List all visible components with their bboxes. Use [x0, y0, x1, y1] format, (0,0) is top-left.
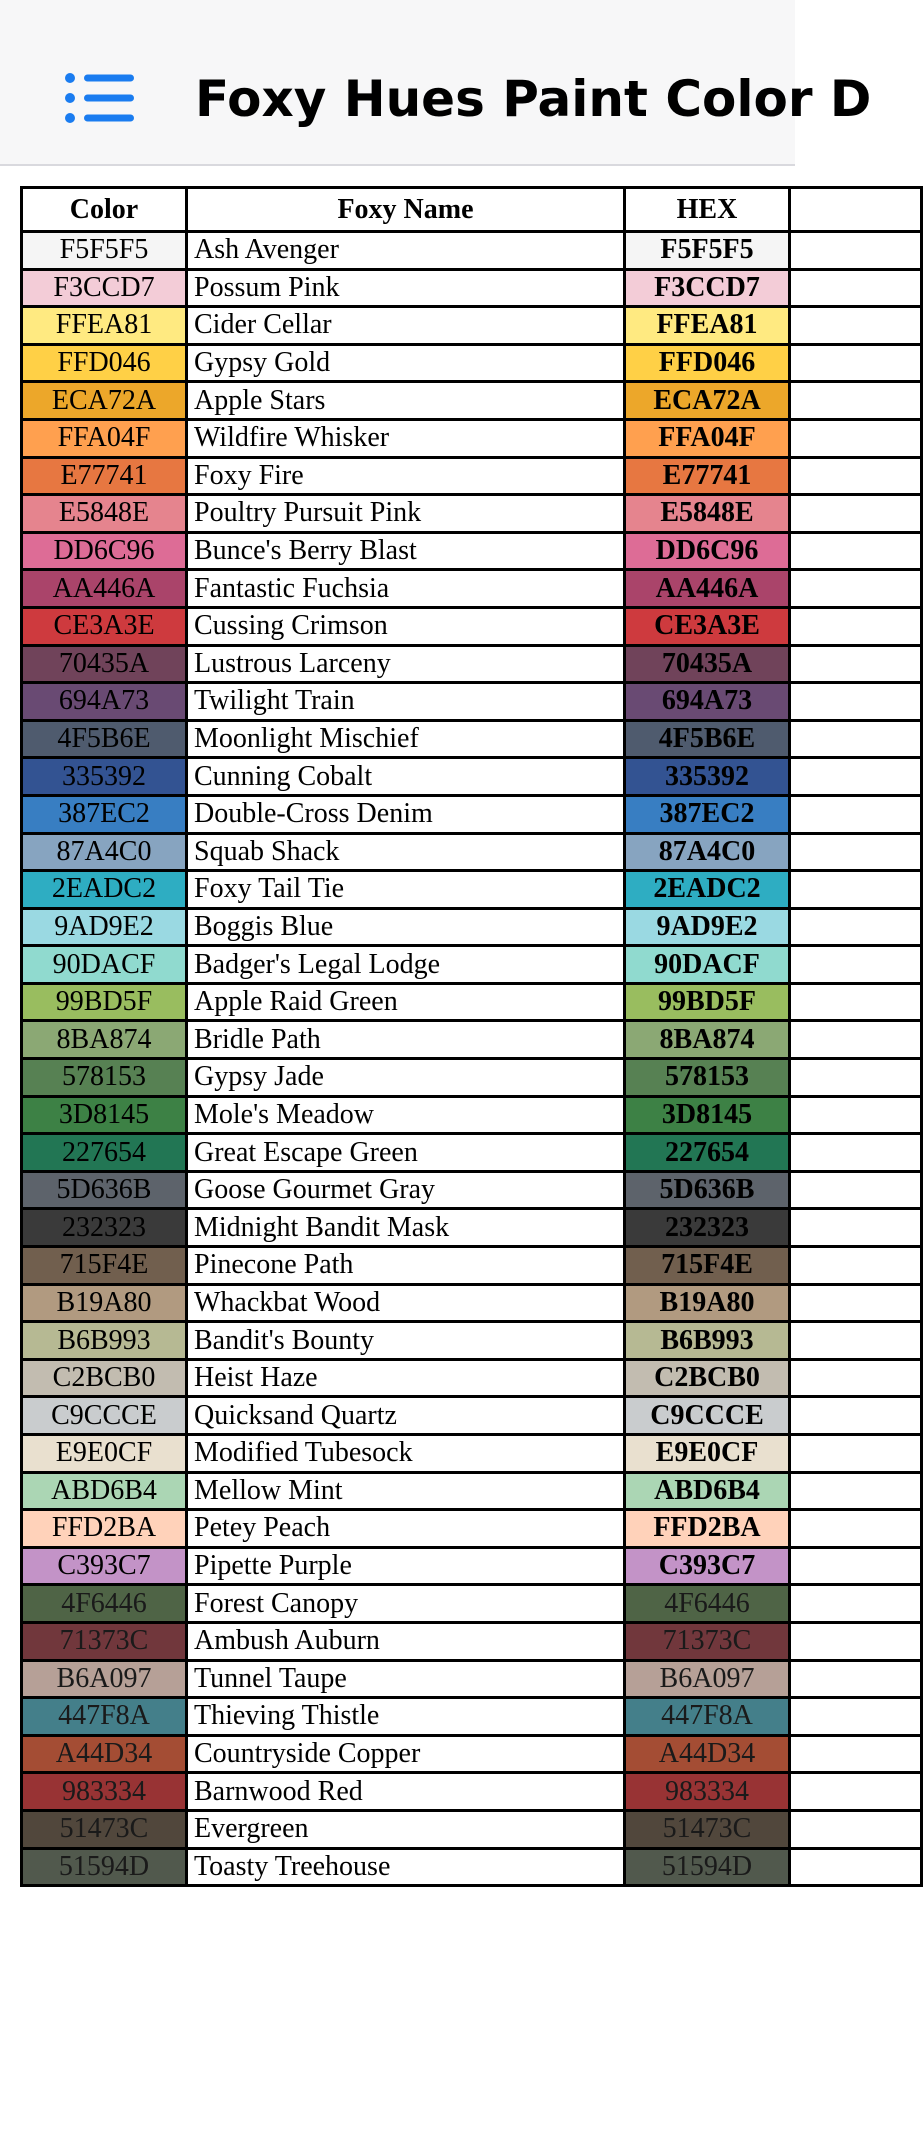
table-row [22, 1472, 922, 1510]
foxy-name-cell: Moonlight Mischief [187, 720, 625, 758]
table-row [22, 457, 922, 495]
hex-cell: E9E0CF [625, 1435, 790, 1473]
cutoff-cell [790, 1810, 922, 1848]
cutoff-cell [790, 1359, 922, 1397]
cutoff-cell [790, 645, 922, 683]
color-swatch-cell: 51594D [22, 1848, 187, 1886]
table-row [22, 1735, 922, 1773]
color-swatch-cell: 5D636B [22, 1171, 187, 1209]
color-swatch-cell: FFD2BA [22, 1510, 187, 1548]
table-row [22, 1698, 922, 1736]
table-row [22, 1848, 922, 1886]
cutoff-cell [790, 1698, 922, 1736]
color-swatch-cell: 9AD9E2 [22, 908, 187, 946]
hex-cell: 387EC2 [625, 795, 790, 833]
hex-cell: DD6C96 [625, 532, 790, 570]
color-swatch-cell: 2EADC2 [22, 871, 187, 909]
app-header [0, 0, 872, 166]
color-swatch-cell: A44D34 [22, 1735, 187, 1773]
color-swatch-cell: F3CCD7 [22, 269, 187, 307]
foxy-name-cell: Cunning Cobalt [187, 758, 625, 796]
table-row [22, 1773, 922, 1811]
table-row [22, 758, 922, 796]
foxy-name-cell: Forest Canopy [187, 1585, 625, 1623]
foxy-name-cell: Heist Haze [187, 1359, 625, 1397]
color-swatch-cell: 71373C [22, 1622, 187, 1660]
hex-cell: 4F5B6E [625, 720, 790, 758]
hex-cell: 99BD5F [625, 983, 790, 1021]
color-swatch-cell: 983334 [22, 1773, 187, 1811]
hex-cell: FFD2BA [625, 1510, 790, 1548]
cutoff-cell [790, 382, 922, 420]
foxy-name-cell: Tunnel Taupe [187, 1660, 625, 1698]
foxy-name-cell: Petey Peach [187, 1510, 625, 1548]
color-swatch-cell: C2BCB0 [22, 1359, 187, 1397]
cutoff-cell [790, 1773, 922, 1811]
cutoff-cell [790, 946, 922, 984]
table-row [22, 908, 922, 946]
color-swatch-cell: 87A4C0 [22, 833, 187, 871]
cutoff-cell [790, 1848, 922, 1886]
color-swatch-cell: B6A097 [22, 1660, 187, 1698]
cutoff-cell [790, 871, 922, 909]
color-swatch-cell: 70435A [22, 645, 187, 683]
hex-cell: 51594D [625, 1848, 790, 1886]
hex-cell: A44D34 [625, 1735, 790, 1773]
table-row [22, 1622, 922, 1660]
foxy-name-cell: Poultry Pursuit Pink [187, 495, 625, 533]
cutoff-cell [790, 1322, 922, 1360]
cutoff-cell [790, 1171, 922, 1209]
foxy-name-cell: Quicksand Quartz [187, 1397, 625, 1435]
color-swatch-cell: E9E0CF [22, 1435, 187, 1473]
table-row [22, 495, 922, 533]
cutoff-cell [790, 1585, 922, 1623]
foxy-name-cell: Modified Tubesock [187, 1435, 625, 1473]
table-row [22, 1322, 922, 1360]
table-row [22, 1059, 922, 1097]
cutoff-cell [790, 1397, 922, 1435]
foxy-name-cell: Toasty Treehouse [187, 1848, 625, 1886]
table-row [22, 570, 922, 608]
cutoff-cell [790, 683, 922, 721]
color-swatch-cell: CE3A3E [22, 607, 187, 645]
hex-cell: 70435A [625, 645, 790, 683]
color-swatch-cell: E77741 [22, 457, 187, 495]
cutoff-cell [790, 532, 922, 570]
foxy-name-cell: Midnight Bandit Mask [187, 1209, 625, 1247]
table-row [22, 645, 922, 683]
cutoff-cell [790, 1134, 922, 1172]
foxy-name-cell: Mellow Mint [187, 1472, 625, 1510]
table-header-row [22, 188, 922, 232]
foxy-name-cell: Apple Stars [187, 382, 625, 420]
foxy-name-cell: Bridle Path [187, 1021, 625, 1059]
table-row [22, 1096, 922, 1134]
cutoff-cell [790, 983, 922, 1021]
foxy-name-cell: Possum Pink [187, 269, 625, 307]
cutoff-cell [790, 1510, 922, 1548]
foxy-name-cell: Boggis Blue [187, 908, 625, 946]
hex-cell: 2EADC2 [625, 871, 790, 909]
color-swatch-cell: ABD6B4 [22, 1472, 187, 1510]
table-row [22, 795, 922, 833]
column-header-name: Foxy Name [187, 188, 625, 232]
cutoff-cell [790, 1059, 922, 1097]
color-swatch-cell: 3D8145 [22, 1096, 187, 1134]
hex-cell: 4F6446 [625, 1585, 790, 1623]
color-table [20, 186, 923, 1887]
cutoff-cell [790, 795, 922, 833]
column-header-cutoff [790, 188, 922, 232]
table-row [22, 1247, 922, 1285]
cutoff-cell [790, 1435, 922, 1473]
hex-cell: 3D8145 [625, 1096, 790, 1134]
foxy-name-cell: Twilight Train [187, 683, 625, 721]
cutoff-cell [790, 1284, 922, 1322]
hex-cell: 227654 [625, 1134, 790, 1172]
hex-cell: 578153 [625, 1059, 790, 1097]
hex-cell: F5F5F5 [625, 232, 790, 270]
foxy-name-cell: Barnwood Red [187, 1773, 625, 1811]
color-swatch-cell: 90DACF [22, 946, 187, 984]
table-row [22, 607, 922, 645]
foxy-name-cell: Thieving Thistle [187, 1698, 625, 1736]
hex-cell: AA446A [625, 570, 790, 608]
table-body [22, 232, 922, 1886]
cutoff-cell [790, 1209, 922, 1247]
cutoff-cell [790, 1735, 922, 1773]
cutoff-cell [790, 1547, 922, 1585]
cutoff-cell [790, 232, 922, 270]
foxy-name-cell: Fantastic Fuchsia [187, 570, 625, 608]
hex-cell: 715F4E [625, 1247, 790, 1285]
table-row [22, 307, 922, 345]
foxy-name-cell: Pipette Purple [187, 1547, 625, 1585]
hex-cell: 90DACF [625, 946, 790, 984]
foxy-name-cell: Wildfire Whisker [187, 419, 625, 457]
hex-cell: E5848E [625, 495, 790, 533]
foxy-name-cell: Gypsy Gold [187, 344, 625, 382]
table-row [22, 344, 922, 382]
cutoff-cell [790, 1247, 922, 1285]
hex-cell: C2BCB0 [625, 1359, 790, 1397]
hex-cell: 447F8A [625, 1698, 790, 1736]
table-row [22, 1810, 922, 1848]
hex-cell: 8BA874 [625, 1021, 790, 1059]
color-swatch-cell: 387EC2 [22, 795, 187, 833]
foxy-name-cell: Countryside Copper [187, 1735, 625, 1773]
table-row [22, 1359, 922, 1397]
foxy-name-cell: Cider Cellar [187, 307, 625, 345]
table-row [22, 382, 922, 420]
cutoff-cell [790, 1096, 922, 1134]
cutoff-cell [790, 307, 922, 345]
cutoff-cell [790, 1472, 922, 1510]
table-row [22, 1397, 922, 1435]
cutoff-cell [790, 1021, 922, 1059]
foxy-name-cell: Evergreen [187, 1810, 625, 1848]
foxy-name-cell: Apple Raid Green [187, 983, 625, 1021]
color-swatch-cell: 694A73 [22, 683, 187, 721]
hex-cell: C9CCCE [625, 1397, 790, 1435]
hex-cell: 983334 [625, 1773, 790, 1811]
foxy-name-cell: Badger's Legal Lodge [187, 946, 625, 984]
table-row [22, 946, 922, 984]
hex-cell: B19A80 [625, 1284, 790, 1322]
table-row [22, 419, 922, 457]
hex-cell: FFEA81 [625, 307, 790, 345]
foxy-name-cell: Bunce's Berry Blast [187, 532, 625, 570]
table-row [22, 683, 922, 721]
table-row [22, 833, 922, 871]
table-row [22, 983, 922, 1021]
foxy-name-cell: Pinecone Path [187, 1247, 625, 1285]
table-row [22, 1585, 922, 1623]
hex-cell: F3CCD7 [625, 269, 790, 307]
table-row [22, 1284, 922, 1322]
foxy-name-cell: Goose Gourmet Gray [187, 1171, 625, 1209]
hex-cell: ECA72A [625, 382, 790, 420]
color-swatch-cell: 447F8A [22, 1698, 187, 1736]
menu-button[interactable] [64, 70, 136, 126]
cutoff-cell [790, 344, 922, 382]
foxy-name-cell: Foxy Fire [187, 457, 625, 495]
hex-cell: 71373C [625, 1622, 790, 1660]
table-row [22, 232, 922, 270]
hex-cell: 87A4C0 [625, 833, 790, 871]
foxy-name-cell: Double-Cross Denim [187, 795, 625, 833]
color-swatch-cell: 715F4E [22, 1247, 187, 1285]
color-swatch-cell: 4F6446 [22, 1585, 187, 1623]
color-swatch-cell: 8BA874 [22, 1021, 187, 1059]
color-swatch-cell: FFA04F [22, 419, 187, 457]
cutoff-cell [790, 908, 922, 946]
cutoff-cell [790, 419, 922, 457]
hex-cell: ABD6B4 [625, 1472, 790, 1510]
color-swatch-cell: 232323 [22, 1209, 187, 1247]
table-row [22, 1021, 922, 1059]
hex-cell: FFA04F [625, 419, 790, 457]
table-row [22, 1435, 922, 1473]
color-swatch-cell: 227654 [22, 1134, 187, 1172]
color-swatch-cell: 578153 [22, 1059, 187, 1097]
table-row [22, 1660, 922, 1698]
color-swatch-cell: C9CCCE [22, 1397, 187, 1435]
table-row [22, 720, 922, 758]
color-swatch-cell: B6B993 [22, 1322, 187, 1360]
column-header-hex: HEX [625, 188, 790, 232]
cutoff-cell [790, 833, 922, 871]
page-title: Foxy Hues Paint Color D [195, 70, 872, 128]
foxy-name-cell: Mole's Meadow [187, 1096, 625, 1134]
foxy-name-cell: Great Escape Green [187, 1134, 625, 1172]
hex-cell: C393C7 [625, 1547, 790, 1585]
table-row [22, 1209, 922, 1247]
cutoff-cell [790, 720, 922, 758]
cutoff-cell [790, 1660, 922, 1698]
color-table-container [20, 186, 795, 2136]
color-swatch-cell: F5F5F5 [22, 232, 187, 270]
hex-cell: B6A097 [625, 1660, 790, 1698]
foxy-name-cell: Cussing Crimson [187, 607, 625, 645]
table-row [22, 871, 922, 909]
table-row [22, 1134, 922, 1172]
color-swatch-cell: FFEA81 [22, 307, 187, 345]
color-swatch-cell: 335392 [22, 758, 187, 796]
table-row [22, 1547, 922, 1585]
foxy-name-cell: Lustrous Larceny [187, 645, 625, 683]
hex-cell: 232323 [625, 1209, 790, 1247]
color-swatch-cell: C393C7 [22, 1547, 187, 1585]
cutoff-cell [790, 607, 922, 645]
cutoff-cell [790, 269, 922, 307]
hex-cell: CE3A3E [625, 607, 790, 645]
cutoff-cell [790, 457, 922, 495]
color-swatch-cell: 51473C [22, 1810, 187, 1848]
list-icon [64, 70, 136, 126]
color-swatch-cell: DD6C96 [22, 532, 187, 570]
hex-cell: 9AD9E2 [625, 908, 790, 946]
foxy-name-cell: Gypsy Jade [187, 1059, 625, 1097]
hex-cell: 5D636B [625, 1171, 790, 1209]
color-swatch-cell: AA446A [22, 570, 187, 608]
foxy-name-cell: Whackbat Wood [187, 1284, 625, 1322]
column-header-color: Color [22, 188, 187, 232]
color-swatch-cell: FFD046 [22, 344, 187, 382]
hex-cell: FFD046 [625, 344, 790, 382]
table-row [22, 1171, 922, 1209]
hex-cell: 694A73 [625, 683, 790, 721]
foxy-name-cell: Ambush Auburn [187, 1622, 625, 1660]
hex-cell: E77741 [625, 457, 790, 495]
hex-cell: B6B993 [625, 1322, 790, 1360]
color-swatch-cell: B19A80 [22, 1284, 187, 1322]
foxy-name-cell: Foxy Tail Tie [187, 871, 625, 909]
color-swatch-cell: 99BD5F [22, 983, 187, 1021]
foxy-name-cell: Ash Avenger [187, 232, 625, 270]
table-row [22, 1510, 922, 1548]
cutoff-cell [790, 758, 922, 796]
foxy-name-cell: Bandit's Bounty [187, 1322, 625, 1360]
color-swatch-cell: ECA72A [22, 382, 187, 420]
cutoff-cell [790, 495, 922, 533]
foxy-name-cell: Squab Shack [187, 833, 625, 871]
color-swatch-cell: 4F5B6E [22, 720, 187, 758]
color-swatch-cell: E5848E [22, 495, 187, 533]
cutoff-cell [790, 1622, 922, 1660]
hex-cell: 51473C [625, 1810, 790, 1848]
cutoff-cell [790, 570, 922, 608]
hex-cell: 335392 [625, 758, 790, 796]
table-row [22, 269, 922, 307]
table-row [22, 532, 922, 570]
